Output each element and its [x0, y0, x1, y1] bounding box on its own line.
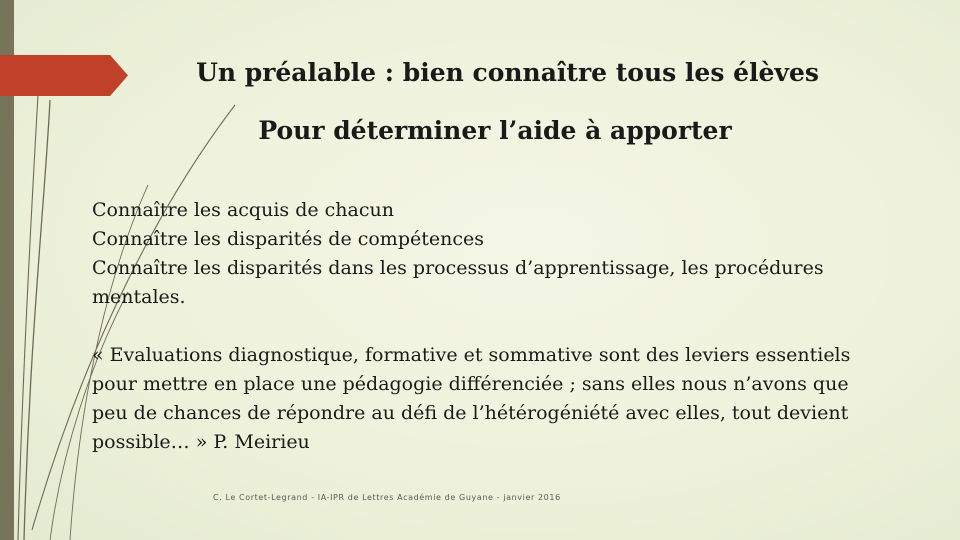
- quote-block: [92, 341, 902, 457]
- body-line: Connaître les disparités dans les processus d’apprentissage, les procédures: [92, 257, 824, 279]
- body-text: [92, 196, 892, 312]
- quote-line: « Evaluations diagnostique, formative et sommative sont des leviers essentiels: [92, 344, 851, 366]
- footer-credit: C. Le Cortet-Legrand - IA-IPR de Lettres Académie de Guyane - janvier 2016: [213, 493, 561, 502]
- quote-line: possible… » P. Meirieu: [92, 431, 310, 453]
- quote-line: peu de chances de répondre au défi de l’hétérogéniété avec elles, tout devient: [92, 402, 849, 424]
- body-line: mentales.: [92, 286, 186, 308]
- body-line: Connaître les disparités de compétences: [92, 228, 484, 250]
- slide-title: Un préalable : bien connaître tous les élèves: [196, 58, 819, 87]
- body-line: Connaître les acquis de chacun: [92, 199, 394, 221]
- quote-line: pour mettre en place une pédagogie différenciée ; sans elles nous n’avons que: [92, 373, 849, 395]
- slide-subtitle: Pour déterminer l’aide à apporter: [258, 116, 732, 145]
